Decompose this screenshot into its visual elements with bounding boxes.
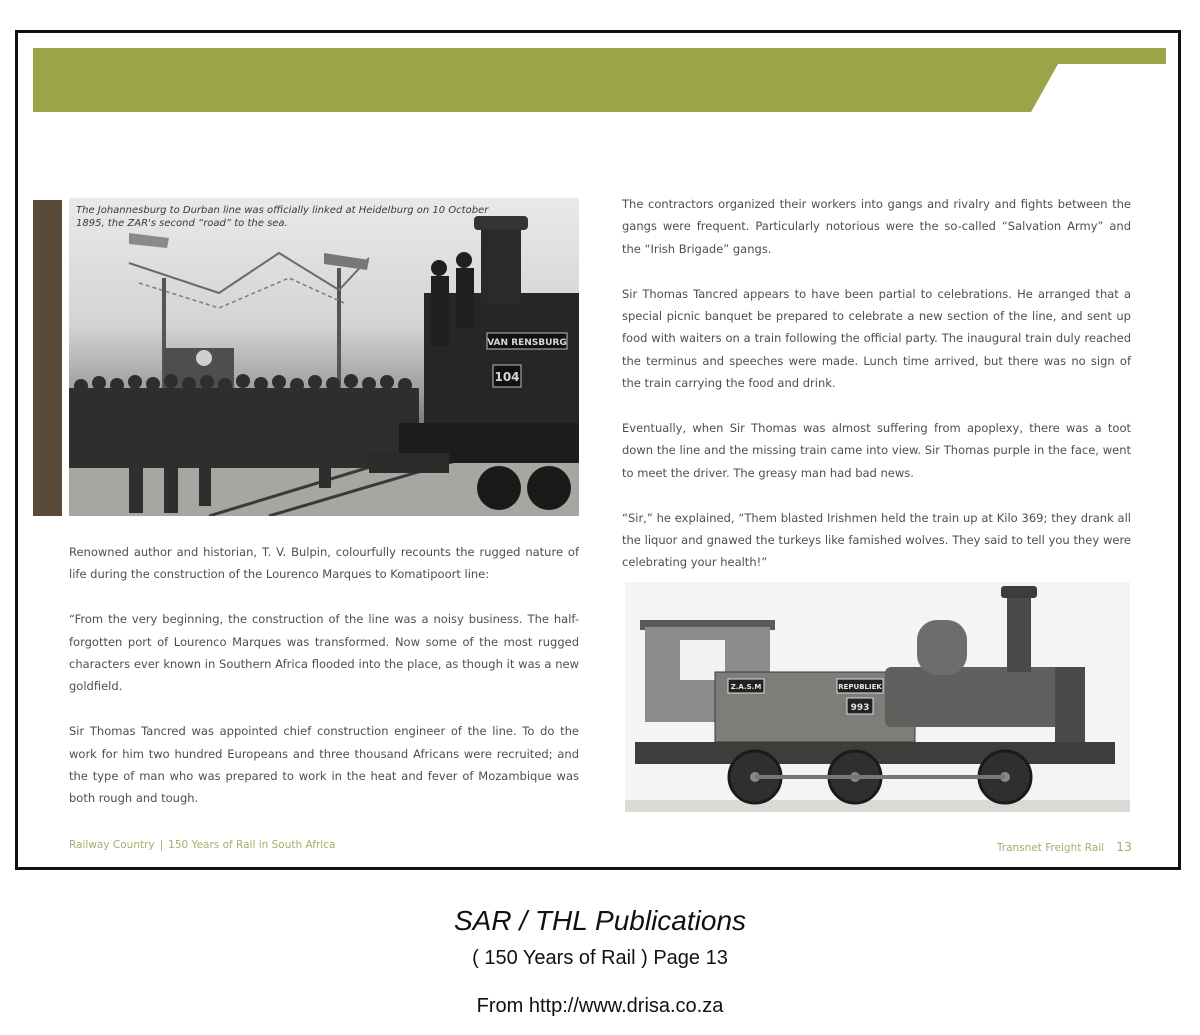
left-paragraph: Renowned author and historian, T. V. Bulpin, colourfully recounts the rugged nature of life during the construction of the Lourenco Marques to Komatipoort line:	[69, 545, 579, 582]
right-paragraph: Sir Thomas Tancred appears to have been partial to celebrations. He arranged that a special picnic banquet be prepared to celebrate a new section of the line, and sent up food with waiters on a train following the official party. The inaugural train duly reached the terminus and speeches were made. Lunch time arrived, but there was no sign of the train carrying the food and drink.	[622, 286, 1131, 391]
right-paragraph: Eventually, when Sir Thomas was almost suffering from apoplexy, there was a toot down the line and the missing train came into view. Sir Thomas purple in the face, went to meet the driver. The greasy man had bad news.	[622, 421, 1131, 480]
footer-right	[997, 839, 1132, 854]
photo-caption-top: The Johannesburg to Durban line was officially linked at Heidelburg on 10 October 1895, the ZAR's second “road” to the sea.	[76, 205, 489, 229]
loco-993-number: 993	[850, 703, 870, 713]
publication-title: SAR / THL Publications	[453, 905, 747, 936]
publication-subtitle: ( 150 Years of Rail ) Page 13	[472, 947, 728, 969]
right-paragraph: “Sir,” he explained, “Them blasted Irishmen held the train up at Kilo 369; they drank all the liquor and gnawed the turkeys like famished wolves. They said to tell you they were celebrating your health!”	[622, 510, 1131, 570]
footer-company: Transnet Freight Rail	[996, 842, 1105, 854]
republiek-plate-text: REPUBLIEK	[838, 683, 882, 691]
loco-nameplate: VAN RENSBURG	[487, 338, 567, 348]
loco-number-plate: 104	[494, 370, 520, 384]
right-column	[622, 193, 1131, 596]
right-paragraph: The contractors organized their workers into gangs and rivalry and fights between the gangs were frequent. Particularly notorious were the so-called “Salvation Army” and the “Irish Brigade” gangs.	[622, 197, 1131, 256]
photo-rack-locomotive	[625, 582, 1130, 812]
sidebar-stripe	[33, 200, 62, 516]
source-link[interactable]: From http://www.drisa.co.za	[476, 995, 724, 1017]
left-column	[69, 541, 579, 832]
photo-heidelburg-opening	[69, 198, 579, 516]
footer-publication-title: Railway Country	[69, 839, 155, 851]
footer-publication-subtitle: 150 Years of Rail in South Africa	[168, 839, 336, 851]
left-paragraph: “From the very beginning, the construction of the line was a noisy business. The half-forgotten port of Lourenco Marques was transformed. Now some of the most rugged characters ever known in Southern Africa flooded into the place, as though it was a new goldfield.	[69, 612, 579, 694]
left-paragraph: Sir Thomas Tancred was appointed chief construction engineer of the line. To do the work for him two hundred Europeans and three thousand Africans were recruited; and the type of man who was prepared to work in the heat and fever of Mozambique was both rough and tough.	[69, 724, 579, 806]
footer-separator: |	[159, 839, 164, 851]
footer-left	[69, 839, 335, 851]
page-number: 13	[1116, 839, 1132, 854]
zasm-plate-text: Z.A.S.M	[730, 683, 762, 691]
header-banner	[33, 48, 1166, 112]
